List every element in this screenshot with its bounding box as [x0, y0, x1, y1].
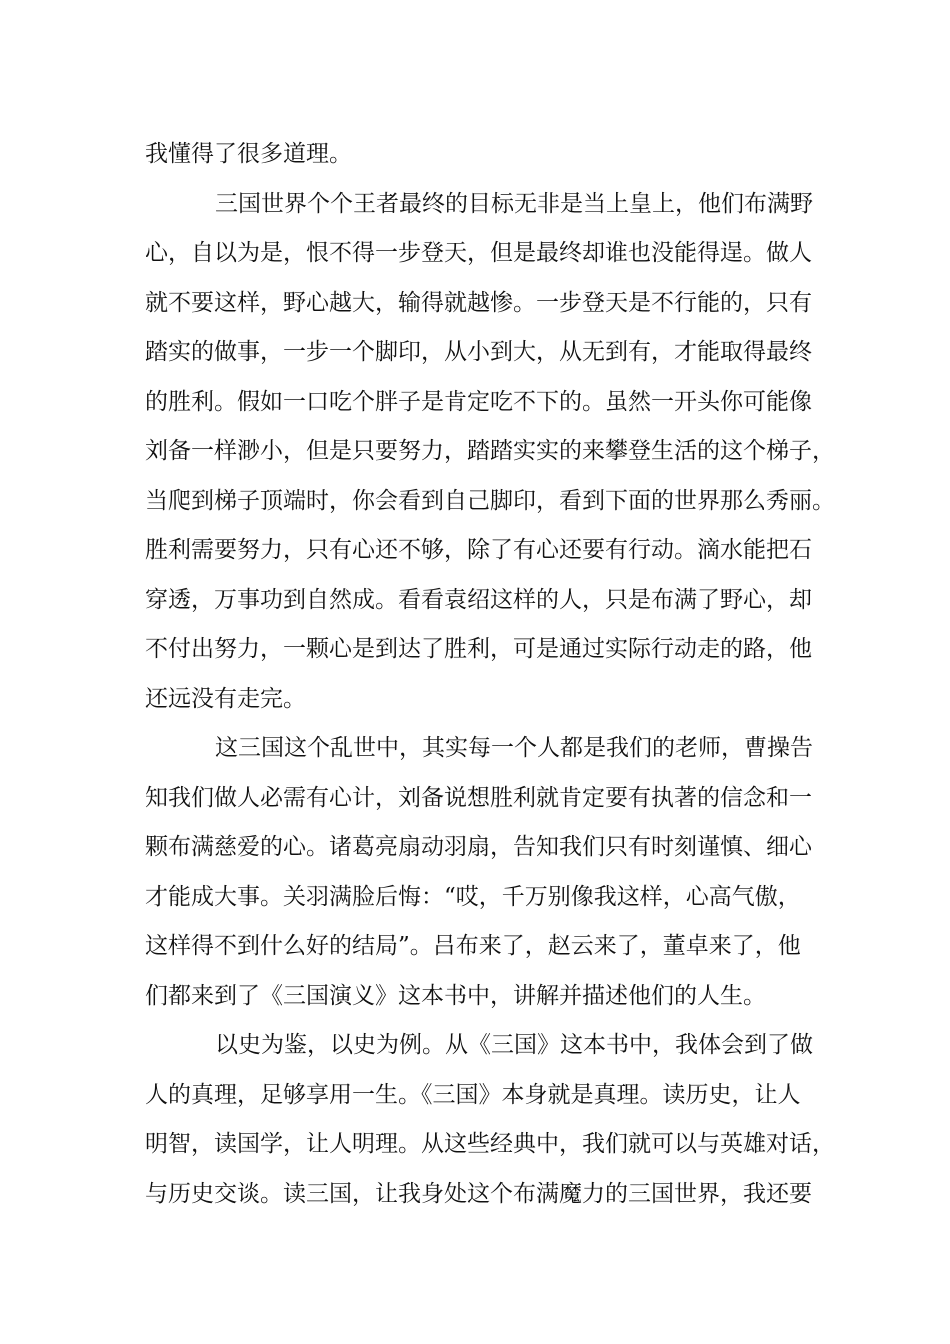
text-line: 心，自以为是，恨不得一步登天，但是最终却谁也没能得逞。做人 [145, 240, 812, 266]
paragraph-start-line: 这三国这个乱世中，其实每一个人都是我们的老师，曹操告 [215, 735, 813, 761]
text-line: 人的真理，足够享用一生。《三国》本身就是真理。读历史，让人 [145, 1081, 801, 1108]
text-line: 知我们做人必需有心计，刘备说想胜利就肯定要有执著的信念和一 [145, 784, 812, 811]
text-line: 穿透，万事功到自然成。看看袁绍这样的人，只是布满了野心，却 [145, 586, 812, 613]
text-line: 们都来到了《三国演义》这本书中，讲解并描述他们的人生。 [145, 982, 766, 1009]
text-line: 胜利需要努力，只有心还不够，除了有心还要有行动。滴水能把石 [145, 537, 812, 563]
text-line: 与历史交谈。读三国，让我身处这个布满魔力的三国世界，我还要 [145, 1180, 812, 1207]
text-line: 就不要这样，野心越大，输得就越惨。一步登天是不行能的，只有 [145, 289, 812, 316]
text-line: 的胜利。假如一口吃个胖子是肯定吃不下的。虽然一开头你可能像 [145, 388, 812, 415]
text-line: 不付出努力，一颗心是到达了胜利，可是通过实际行动走的路，他 [145, 636, 812, 662]
text-line: 颗布满慈爱的心。诸葛亮扇动羽扇，告知我们只有时刻谨慎、细心 [145, 834, 812, 860]
text-line: 踏实的做事，一步一个脚印，从小到大，从无到有，才能取得最终 [145, 339, 812, 365]
text-line: 才能成大事。关羽满脸后悔：“哎，千万别像我这样，心高气傲， [145, 883, 801, 910]
text-line: 我懂得了很多道理。 [145, 141, 352, 167]
text-line: 明智，读国学，让人明理。从这些经典中，我们就可以与英雄对话， [145, 1131, 835, 1157]
text-line: 当爬到梯子顶端时，你会看到自己脚印，看到下面的世界那么秀丽。 [145, 487, 835, 514]
text-line: 刘备一样渺小，但是只要努力，踏踏实实的来攀登生活的这个梯子， [145, 438, 835, 464]
text-line: 还远没有走完。 [145, 685, 306, 712]
body-text [145, 130, 835, 1219]
text-line: 这样得不到什么好的结局”。吕布来了，赵云来了，董卓来了，他 [145, 933, 801, 959]
paragraph-start-line: 三国世界个个王者最终的目标无非是当上皇上，他们布满野 [215, 190, 813, 217]
paragraph-start-line: 以史为鉴，以史为例。从《三国》这本书中，我体会到了做 [215, 1032, 813, 1058]
